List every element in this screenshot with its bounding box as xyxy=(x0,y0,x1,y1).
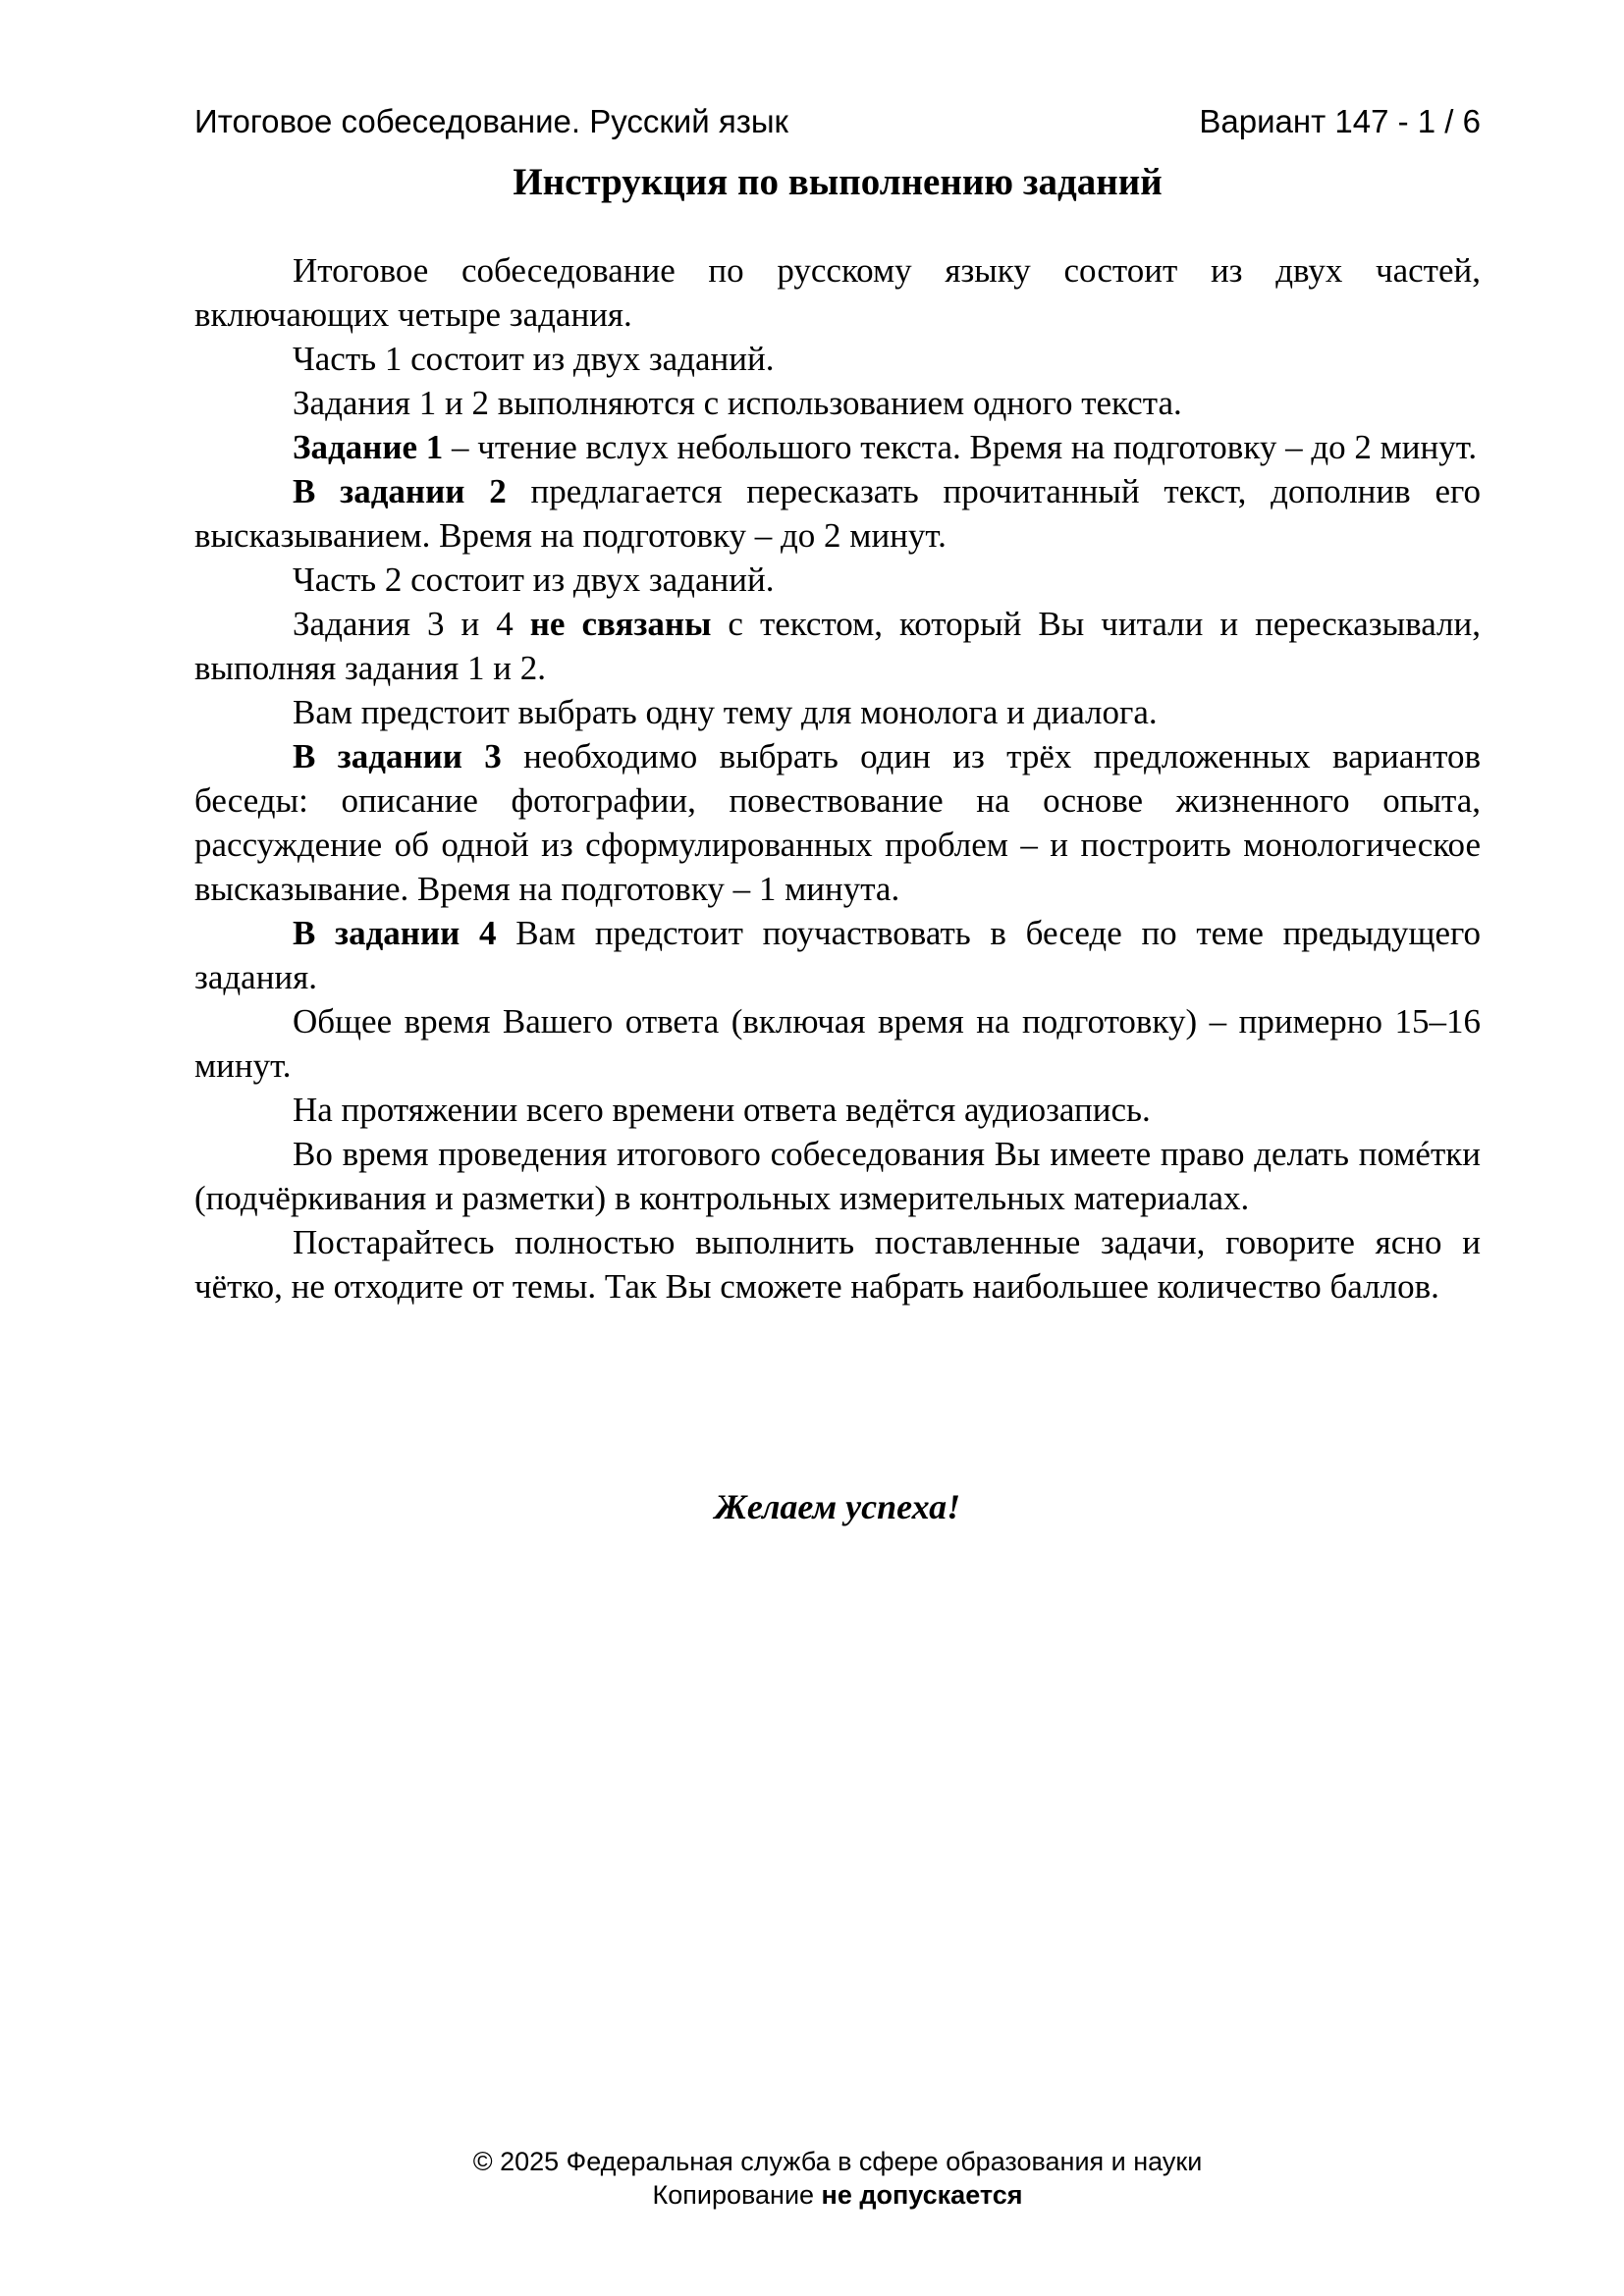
paragraph-structure: Итоговое собеседование по русскому языку состоит из двух частей, включающих четыре задания. xyxy=(194,251,1481,334)
footer-copyright: © 2025 Федеральная служба в сфере образования и науки xyxy=(472,2147,1203,2176)
header-subject: Итоговое собеседование. Русский язык xyxy=(194,103,788,139)
paragraph-tasks-1-2: Задания 1 и 2 выполняются с использованием одного текста. xyxy=(293,384,1182,422)
task3-label: В задании 3 xyxy=(293,737,502,775)
task3-text: необходимо выбрать один из трёх предложенных вариантов беседы: описание фотографии, повествование на основе жизненного опыта, рассуждение об одной из сформулированных проблем – и построить монологическое высказывание. Время на подготовку – 1 минута. xyxy=(194,737,1481,908)
paragraph-audio: На протяжении всего времени ответа ведётся аудиозапись. xyxy=(293,1091,1151,1129)
instructions-body xyxy=(194,248,1481,1308)
task2-label: В задании 2 xyxy=(293,472,507,510)
paragraph-part1: Часть 1 состоит из двух заданий. xyxy=(293,340,775,378)
paragraph-topic-choice: Вам предстоит выбрать одну тему для монолога и диалога. xyxy=(293,693,1158,731)
tasks-3-4-start: Задания 3 и 4 xyxy=(293,605,530,643)
paragraph-total-time: Общее время Вашего ответа (включая время на подготовку) – примерно 15–16 минут. xyxy=(194,1002,1481,1085)
page-header xyxy=(194,102,1481,141)
paragraph-tasks-3-4 xyxy=(194,602,1481,690)
footer-copy-bold: не допускается xyxy=(821,2180,1023,2210)
header-variant: Вариант 147 - 1 / 6 xyxy=(1199,103,1481,139)
paragraph-part2: Часть 2 состоит из двух заданий. xyxy=(293,561,775,599)
page-footer xyxy=(194,2145,1481,2212)
not-related-label: не связаны xyxy=(529,605,712,643)
task1-label: Задание 1 xyxy=(293,428,444,466)
task2-text: предлагается пересказать прочитанный текст, дополнив его высказыванием. Время на подготовку – до 2 минут. xyxy=(194,472,1481,555)
footer-copy-notice xyxy=(194,2178,1481,2212)
paragraph-task4 xyxy=(194,911,1481,999)
task4-text: Вам предстоит поучаствовать в беседе по теме предыдущего задания. xyxy=(194,914,1481,996)
paragraph-task3 xyxy=(194,734,1481,911)
paragraph-task1 xyxy=(194,425,1481,469)
tasks-3-4-end: с текстом, который Вы читали и пересказывали, выполняя задания 1 и 2. xyxy=(194,605,1482,687)
good-luck-wish: Желаем успеха! xyxy=(714,1487,961,1526)
paragraph-notes: Во время проведения итогового собеседования Вы имеете право делать помéтки (подчёркивания и разметки) в контрольных измерительных материалах. xyxy=(194,1135,1481,1217)
paragraph-task2 xyxy=(194,469,1481,558)
page-title: Инструкция по выполнению заданий xyxy=(513,161,1163,203)
task4-label: В задании 4 xyxy=(293,914,497,952)
paragraph-advice: Постарайтесь полностью выполнить поставленные задачи, говорите ясно и чётко, не отходите от темы. Так Вы сможете набрать наибольшее количество баллов. xyxy=(194,1223,1481,1306)
task1-text: – чтение вслух небольшого текста. Время на подготовку – до 2 минут. xyxy=(443,428,1478,466)
footer-copy-start: Копирование xyxy=(652,2180,822,2210)
